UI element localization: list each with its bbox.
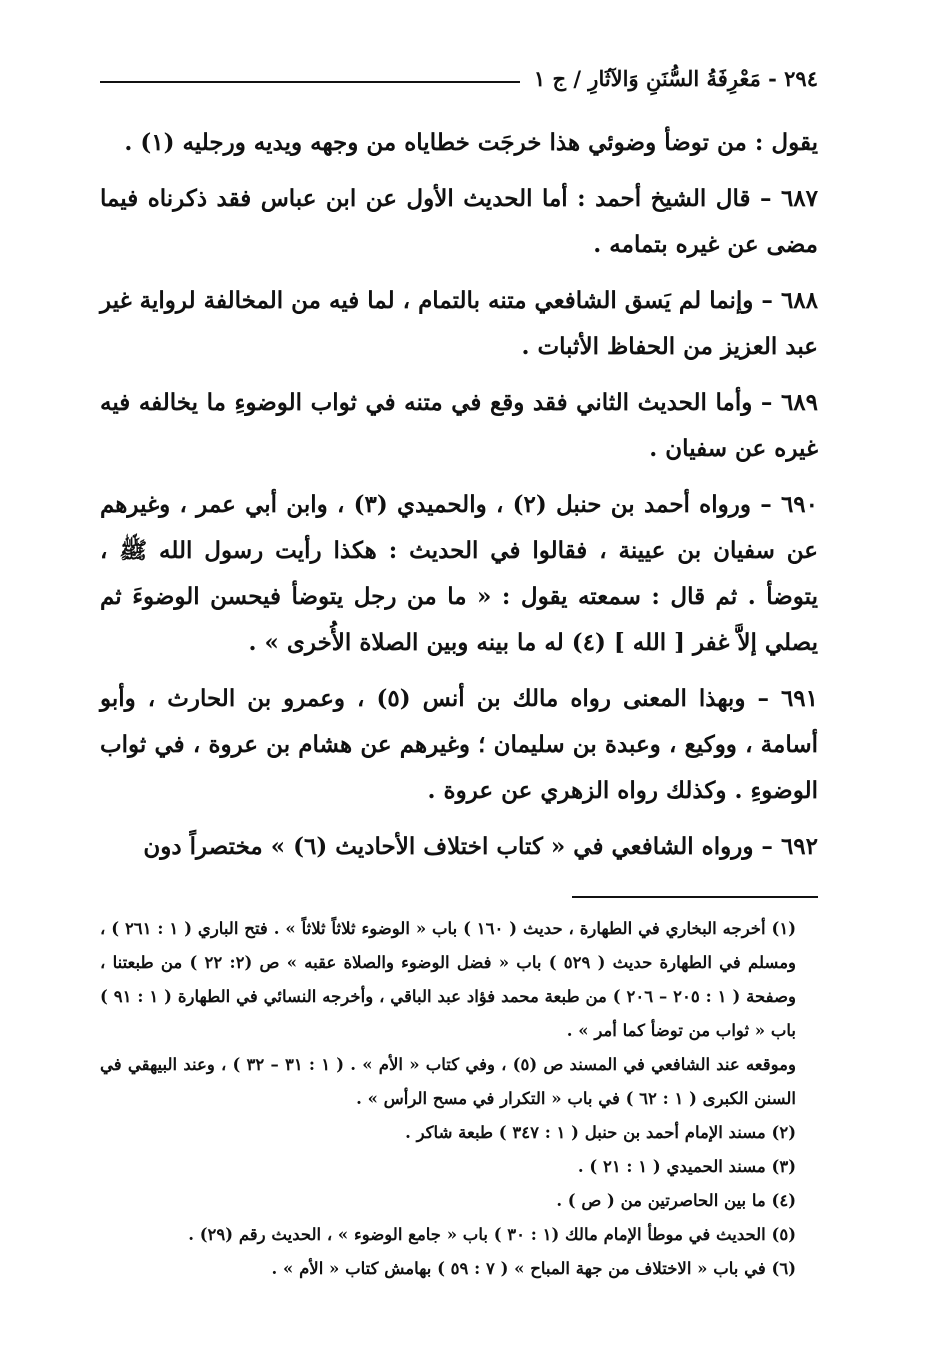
paragraph: ٦٨٨ – وإنما لم يَسق الشافعي متنه بالتمام ، لما فيه من المخالفة لرواية غير عبد العزيز من الحفاظ الأثبات . [100, 287, 818, 360]
paragraph: يقول : من توضأ وضوئي هذا خرجَت خطاياه من وجهه ويديه ورجليه (١) . [124, 129, 818, 156]
running-title: ٢٩٤ - مَعْرِفَةُ السُّنَنِ وَالآثَارِ / ج ١ [533, 65, 818, 91]
footnote-separator [572, 896, 818, 898]
footnote: (٤) ما بين الحاصرتين من ( ص ) . [556, 1191, 796, 1210]
paragraph: ٦٨٧ – قال الشيخ أحمد : أما الحديث الأول عن ابن عباس فقد ذكرناه فيما مضى عن غيره بتمامه . [100, 185, 818, 258]
paragraph: ٦٩١ – وبهذا المعنى رواه مالك بن أنس (٥) ، وعمرو بن الحارث ، وأبو أسامة ، ووكيع ، وعبدة بن سليمان ؛ وغيرهم عن هشام بن عروة ، في ثواب الوضوءِ . وكذلك رواه الزهري عن عروة . [100, 685, 818, 804]
footnotes [100, 912, 818, 1286]
page-header [100, 58, 818, 98]
footnote-continuation: وموقعه عند الشافعي في المسند ص (٥) ، وفي كتاب « الأم » . ( ١ : ٣١ – ٣٢ ) ، وعند البيهقي في السنن الكبرى ( ١ : ٦٢ ) في باب « التكرار في مسح الرأس » . [100, 1055, 796, 1108]
paragraph: ٦٨٩ – وأما الحديث الثاني فقد وقع في متنه في ثواب الوضوءِ ما يخالفه فيه غيره عن سفيان . [100, 389, 818, 462]
main-text [100, 120, 818, 870]
paragraph: ٦٩٠ – ورواه أحمد بن حنبل (٢) ، والحميدي (٣) ، وابن أبي عمر ، وغيرهم عن سفيان بن عيينة ، فقالوا في الحديث : هكذا رأيت رسول الله ﷺ ، يتوضأ . ثم قال : سمعته يقول : « ما من رجل يتوضأ فيحسن الوضوءَ ثم يصلي إلاَّ غفر [ الله ] (٤) له ما بينه وبين الصلاة الأُخرى » . [100, 491, 819, 656]
book-page [100, 58, 818, 1286]
footnote: (٢) مسند الإمام أحمد بن حنبل ( ١ : ٣٤٧ ) طبعة شاكر . [405, 1123, 796, 1142]
footnote: (٣) مسند الحميدي ( ١ : ٢١ ) . [577, 1157, 796, 1176]
footnote: (٥) الحديث في موطأ الإمام مالك (١ : ٣٠ ) باب « جامع الوضوء » ، الحديث رقم (٢٩) . [188, 1225, 796, 1244]
paragraph: ٦٩٢ – ورواه الشافعي في « كتاب اختلاف الأحاديث (٦) » مختصراً دون [143, 833, 818, 860]
footnote: (١) أخرجه البخاري في الطهارة ، حديث ( ١٦٠ ) باب « الوضوء ثلاثاً ثلاثاً » . فتح الباري ( ١ : ٢٦١ ) ، ومسلم في الطهارة حديث ( ٥٢٩ ) باب « فضل الوضوء والصلاة عقبه » ص (٢: ٢٢ ) من طبعتنا ، وصفحة ( ١ : ٢٠٥ – ٢٠٦ ) من طبعة محمد فؤاد عبد الباقي ، وأخرجه النسائي في الطهارة ( ١ : ٩١ ) باب « ثواب من توضأ كما أمر » . [100, 919, 796, 1040]
footnote: (٦) في باب « الاختلاف من جهة المباح » ( ٧ : ٥٩ ) بهامش كتاب « الأم » . [271, 1259, 796, 1278]
header-rule [100, 81, 520, 83]
